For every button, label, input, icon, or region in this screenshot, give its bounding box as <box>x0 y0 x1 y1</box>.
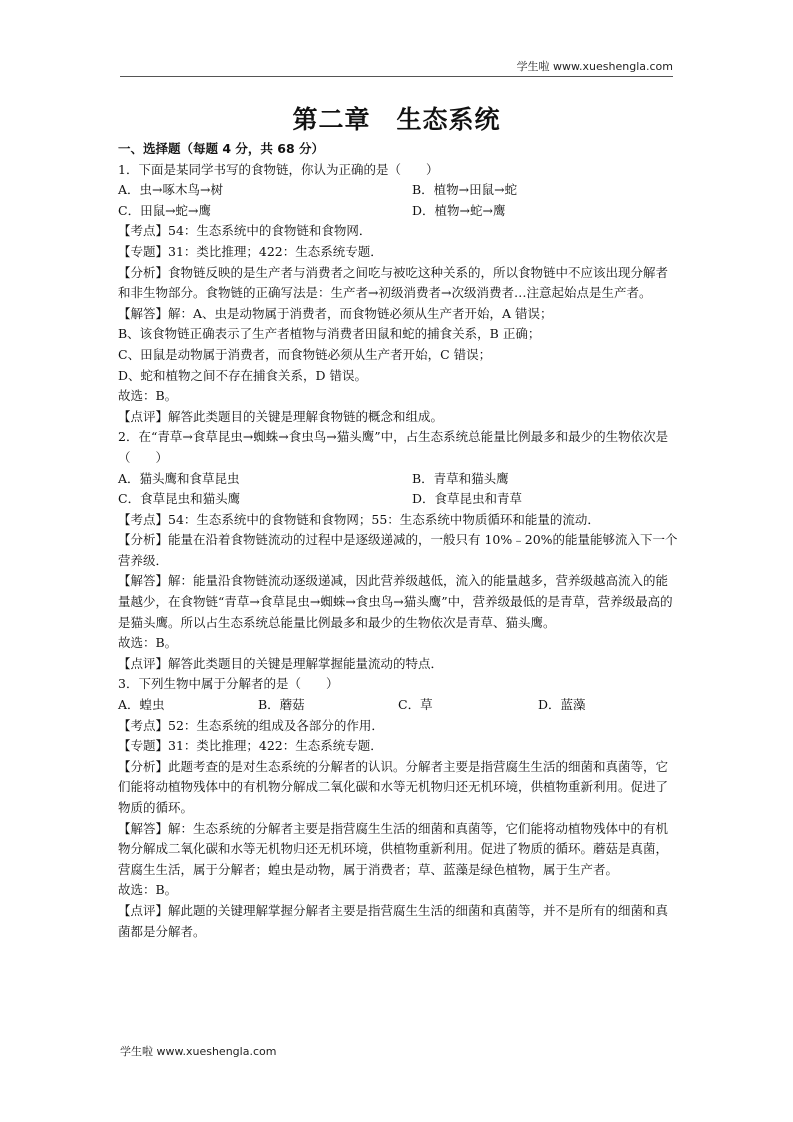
q2-option-d: D．食草昆虫和青草 <box>412 491 523 507</box>
q1-option-a: A．虫→啄木鸟→树 <box>118 182 223 198</box>
q2-options-row-1 <box>118 469 678 490</box>
q3-fenxi: 【分析】此题考查的是对生态系统的分解者的认识。分解者主要是指营腐生生活的细菌和真菌等，它们能将动植物残体中的有机物分解成二氧化碳和水等无机物归还无机环境，供植物重新利用。促进了物质的循环。 <box>118 758 669 815</box>
page-header-site: 学生啦 www.xueshengla.com <box>516 60 673 73</box>
q3-jieda: 【解答】解：生态系统的分解者主要是指营腐生生活的细菌和真菌等，它们能将动植物残体中的有机物分解成二氧化碳和水等无机物归还无机环境，供植物重新利用。促进了物质的循环。蘑菇是真菌，营腐生生活，属于分解者；蝗虫是动物，属于消费者；草、蓝藻是绿色植物，属于生产者。 <box>118 820 669 877</box>
section-heading: 一、选择题（每题 4 分，共 68 分） <box>118 141 325 156</box>
header-divider <box>120 76 673 77</box>
q1-jieda-2: B、该食物链正确表示了生产者植物与消费者田鼠和蛇的捕食关系，B 正确； <box>118 326 541 342</box>
q1-fenxi: 【分析】食物链反映的是生产者与消费者之间吃与被吃这种关系的，所以食物链中不应该出现分解者和非生物部分。食物链的正确写法是：生产者→初级消费者→次级消费者…注意起始点是生产者。 <box>118 264 669 301</box>
q1-stem: 1．下面是某同学书写的食物链，你认为正确的是（ ） <box>118 161 439 177</box>
q3-dianping: 【点评】解此题的关键理解掌握分解者主要是指营腐生生活的细菌和真菌等，并不是所有的细菌和真菌都是分解者。 <box>118 902 669 939</box>
q2-fenxi: 【分析】能量在沿着食物链流动的过程中是逐级递减的，一般只有 10%﹣20%的能量能够流入下一个营养级． <box>118 532 678 568</box>
q2-option-a: A．猫头鹰和食草昆虫 <box>118 470 240 486</box>
chapter-title: 第二章 生态系统 <box>292 105 501 134</box>
q1-option-b: B．植物→田鼠→蛇 <box>412 182 518 198</box>
q1-answer: 故选：B。 <box>118 388 178 404</box>
document-body <box>118 139 678 942</box>
q1-option-d: D．植物→蛇→鹰 <box>412 202 506 218</box>
q3-stem: 3．下列生物中属于分解者的是（ ） <box>118 676 339 692</box>
q1-jieda-4: D、蛇和植物之间不存在捕食关系，D 错误。 <box>118 367 368 383</box>
q2-jieda: 【解答】解：能量沿食物链流动逐级递减，因此营养级越低，流入的能量越多，营养级越高流入的能量越少，在食物链“青草→食草昆虫→蜘蛛→食虫鸟→猫头鹰”中，营养级最低的是青草，营养级最高的是猫头鹰。所以占生态系统总能量比例最多和最少的生物依次是青草、猫头鹰。 <box>118 573 673 630</box>
q1-jieda-1: 【解答】解：A、虫是动物属于消费者，而食物链必须从生产者开始，A 错误； <box>118 305 553 321</box>
q3-zhuanti: 【专题】31：类比推理；422：生态系统专题． <box>118 738 383 754</box>
q1-kaodian: 【考点】54：生态系统中的食物链和食物网． <box>118 223 372 239</box>
q1-zhuanti: 【专题】31：类比推理；422：生态系统专题． <box>118 243 383 259</box>
q2-option-b: B．青草和猫头鹰 <box>412 470 509 486</box>
q1-options-row-1 <box>118 180 678 201</box>
q2-dianping: 【点评】解答此类题目的关键是理解掌握能量流动的特点． <box>118 655 444 671</box>
q3-kaodian: 【考点】52：生态系统的组成及各部分的作用． <box>118 717 384 733</box>
q2-option-c: C．食草昆虫和猫头鹰 <box>118 491 241 507</box>
q1-dianping: 【点评】解答此类题目的关键是理解食物链的概念和组成。 <box>118 408 444 424</box>
page-footer-site: 学生啦 www.xueshengla.com <box>120 1045 277 1058</box>
q3-option-d: D．蓝藻 <box>538 697 586 713</box>
q1-options-row-2 <box>118 201 678 222</box>
q3-options-row <box>118 695 678 716</box>
q2-options-row-2 <box>118 489 678 510</box>
q3-option-b: B．蘑菇 <box>258 697 305 713</box>
q2-stem: 2．在“青草→食草昆虫→蜘蛛→食虫鸟→猫头鹰”中，占生态系统总能量比例最多和最少的生物依次是（ ） <box>118 429 669 465</box>
q3-answer: 故选：B。 <box>118 882 178 898</box>
q1-jieda-3: C、田鼠是动物属于消费者，而食物链必须从生产者开始，C 错误； <box>118 346 492 362</box>
q3-option-a: A．蝗虫 <box>118 697 165 713</box>
q1-option-c: C．田鼠→蛇→鹰 <box>118 202 212 218</box>
q2-kaodian: 【考点】54：生态系统中的食物链和食物网；55：生态系统中物质循环和能量的流动． <box>118 511 600 527</box>
q3-option-c: C．草 <box>398 697 433 713</box>
q2-answer: 故选：B。 <box>118 635 178 651</box>
